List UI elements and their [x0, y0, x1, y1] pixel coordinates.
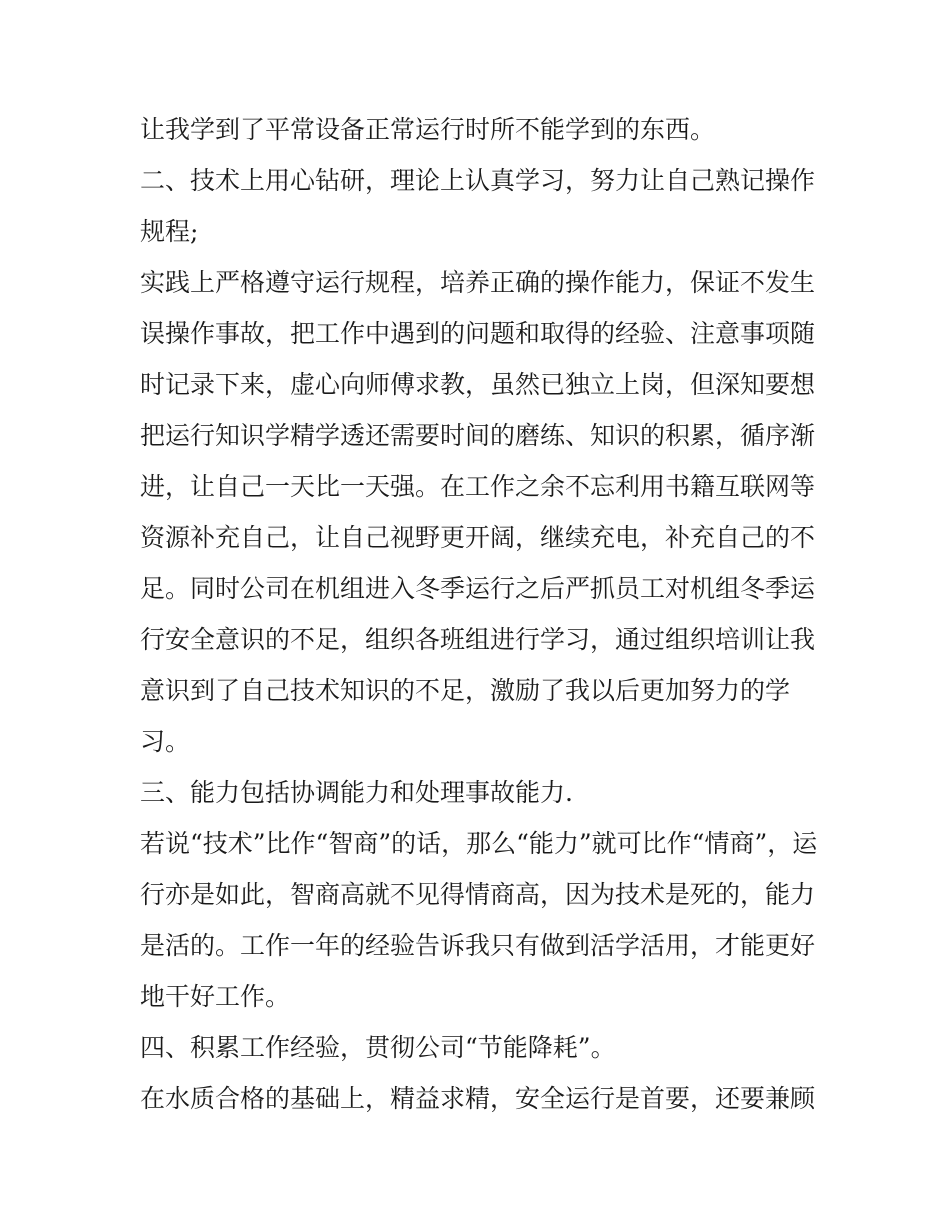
text-line: 行亦是如此，智商高就不见得情商高，因为技术是死的，能力: [140, 880, 816, 909]
text-line: 资源补充自己，让自己视野更开阔，继续充电，补充自己的不: [140, 523, 816, 552]
text-line: 在水质合格的基础上，精益求精，安全运行是首要，还要兼顾: [140, 1084, 816, 1113]
text-line: 进，让自己一天比一天强。在工作之余不忘利用书籍互联网等: [140, 472, 816, 501]
text-line: 若说“技术”比作“智商”的话，那么“能力”就可比作“情商”，运: [140, 829, 818, 858]
text-line: 是活的。工作一年的经验告诉我只有做到活学活用，才能更好: [140, 931, 816, 960]
text-line: 足。同时公司在机组进入冬季运行之后严抓员工对机组冬季运: [140, 574, 816, 603]
text-line: 让我学到了平常设备正常运行时所不能学到的东西。: [140, 115, 716, 144]
document-body: [140, 104, 830, 1124]
text-line: 实践上严格遵守运行规程，培养正确的操作能力，保证不发生: [140, 268, 816, 297]
text-line: 习。: [140, 727, 191, 756]
text-line: 规程;: [140, 217, 199, 246]
section-heading-2: 二、技术上用心钻研，理论上认真学习，努力让自己熟记操作: [140, 166, 816, 195]
section-heading-4: 四、积累工作经验，贯彻公司“节能降耗”。: [140, 1033, 616, 1062]
section-heading-3: 三、能力包括协调能力和处理事故能力.: [140, 778, 573, 807]
text-line: 时记录下来，虚心向师傅求教，虽然已独立上岗，但深知要想: [140, 370, 816, 399]
text-line: 意识到了自己技术知识的不足，激励了我以后更加努力的学: [140, 676, 791, 705]
text-line: 地干好工作。: [140, 982, 291, 1011]
text-line: 行安全意识的不足，组织各班组进行学习，通过组织培训让我: [140, 625, 816, 654]
text-line: 把运行知识学精学透还需要时间的磨练、知识的积累，循序渐: [140, 421, 816, 450]
text-line: 误操作事故，把工作中遇到的问题和取得的经验、注意事项随: [140, 319, 816, 348]
